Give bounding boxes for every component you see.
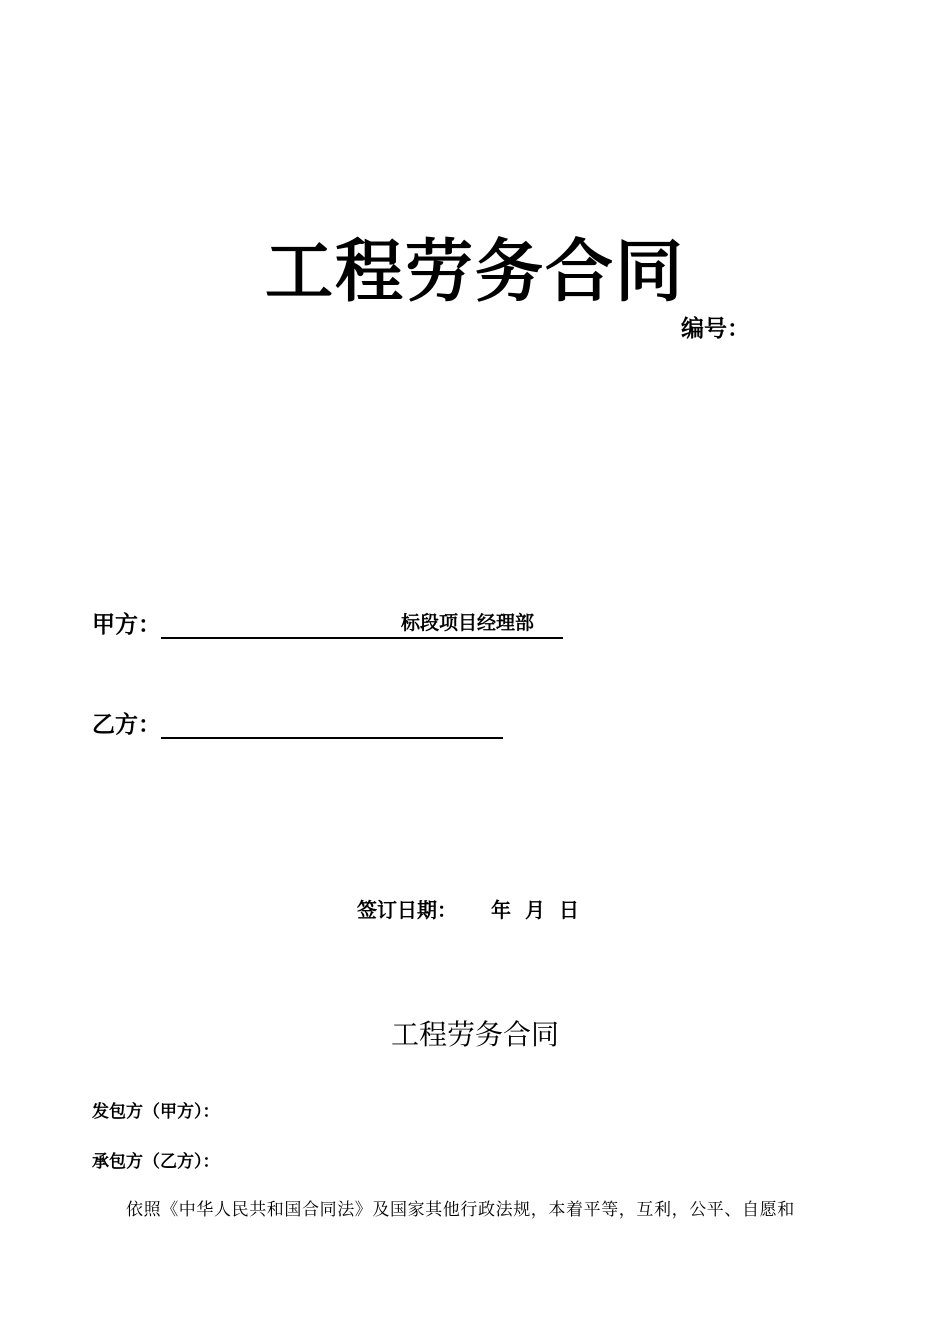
sign-date-row xyxy=(357,894,579,923)
party-b-label: 乙方： xyxy=(92,712,161,738)
contractor-label: 承包方（乙方）： xyxy=(92,1152,220,1172)
party-a-row xyxy=(92,606,563,639)
cover-title: 工程劳务合同 xyxy=(264,232,685,312)
party-b-row xyxy=(92,706,503,739)
party-b-fill-line xyxy=(161,709,503,739)
party-a-fill-line xyxy=(161,609,563,639)
sign-date-month: 月 xyxy=(525,898,545,922)
party-a-label: 甲方： xyxy=(92,612,161,638)
body-title: 工程劳务合同 xyxy=(390,1018,559,1051)
sign-date-day: 日 xyxy=(559,898,579,922)
sign-date-label: 签订日期： xyxy=(357,898,457,922)
employer-label: 发包方（甲方）： xyxy=(92,1102,220,1122)
party-a-value: 标段项目经理部 xyxy=(401,612,535,634)
intro-paragraph: 依照《中华人民共和国合同法》及国家其他行政法规，本着平等，互利，公平、自愿和 xyxy=(126,1200,795,1220)
sign-date-year: 年 xyxy=(491,898,511,922)
contract-number-label: 编号： xyxy=(681,316,750,342)
